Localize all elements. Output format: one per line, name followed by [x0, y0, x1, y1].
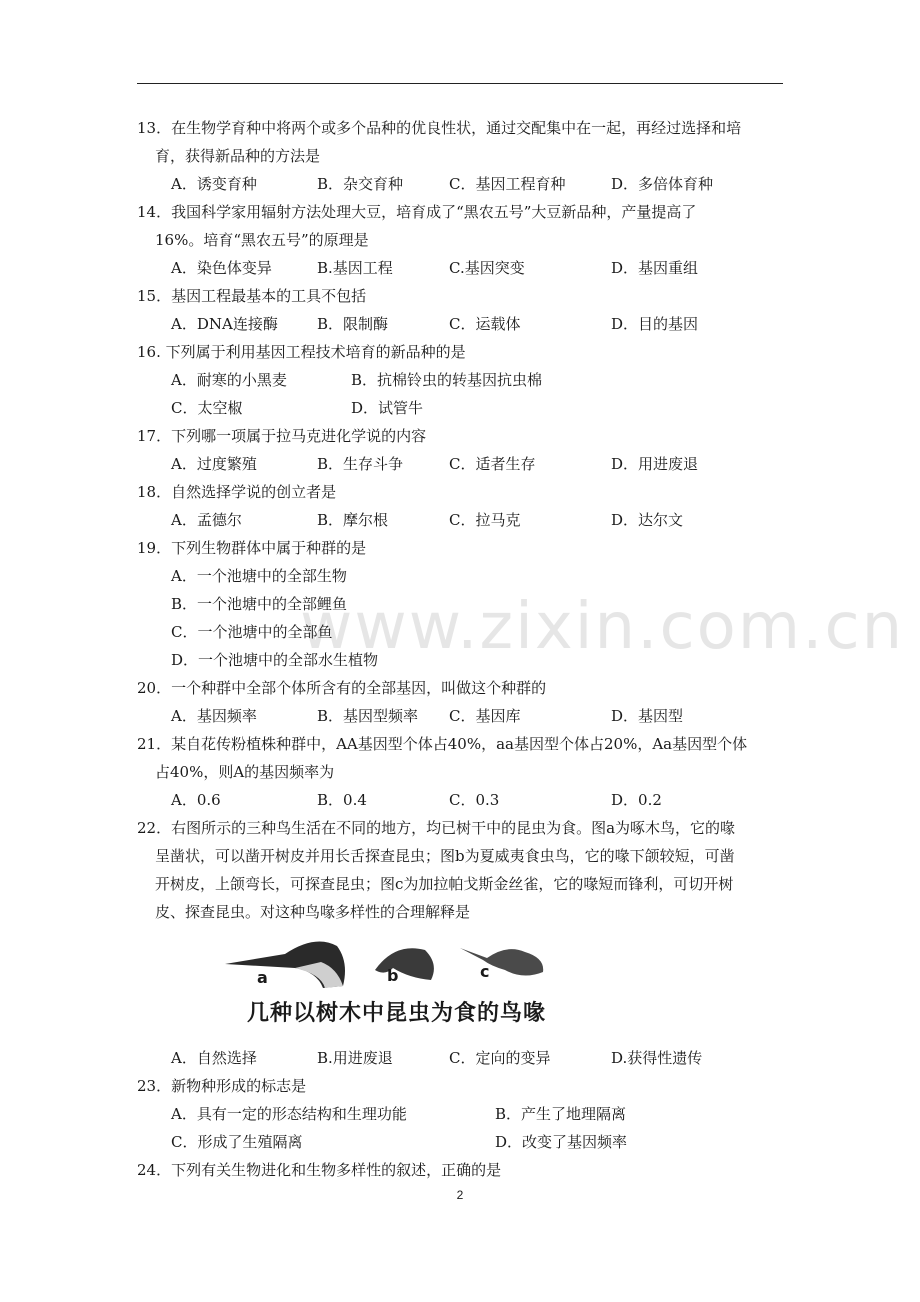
option-row: [137, 702, 797, 730]
option: C．太空椒: [171, 399, 243, 417]
option: D．基因型: [611, 707, 684, 725]
option: B．产生了地理隔离: [495, 1105, 627, 1123]
option: C．0.3: [449, 791, 500, 809]
option: A．诱变育种: [171, 175, 257, 193]
option: B．限制酶: [317, 315, 389, 333]
option-row: [137, 254, 797, 282]
option: D．基因重组: [611, 259, 699, 277]
question-text: 22．右图所示的三种鸟生活在不同的地方，均已树干中的昆虫为食。图a为啄木鸟，它的喙: [137, 819, 736, 837]
question-text: 呈凿状，可以凿开树皮并用长舌探查昆虫；图b为夏威夷食虫鸟，它的喙下颌较短，可凿: [155, 847, 735, 865]
question-list: [137, 114, 797, 1184]
question: [137, 422, 797, 478]
option-row: [137, 506, 797, 534]
option: C．基因工程育种: [449, 175, 566, 193]
header-rule: [137, 83, 783, 84]
question-text: 17．下列哪一项属于拉马克进化学说的内容: [137, 427, 427, 445]
option: C．基因库: [449, 707, 521, 725]
question-text: 23．新物种形成的标志是: [137, 1077, 307, 1095]
question-text: 21．某自花传粉植株种群中，AA基因型个体占40%，aa基因型个体占20%，Aa基因型个体: [137, 735, 748, 753]
question: [137, 114, 797, 198]
option-row: [137, 170, 797, 198]
option: C．形成了生殖隔离: [171, 1133, 303, 1151]
question: [137, 730, 797, 814]
question-text: 15．基因工程最基本的工具不包括: [137, 287, 367, 305]
question-text: 13．在生物学育种中将两个或多个品种的优良性状，通过交配集中在一起，再经过选择和培: [137, 119, 742, 137]
option: D．多倍体育种: [611, 175, 714, 193]
option-row: [137, 394, 797, 422]
option: B．0.4: [317, 791, 367, 809]
question-text: 18．自然选择学说的创立者是: [137, 483, 337, 501]
option: C．定向的变异: [449, 1049, 551, 1067]
bird-beaks-illustration: [225, 928, 645, 1000]
option-row: [137, 450, 797, 478]
watermark: www.zixin.com.cn: [300, 590, 905, 664]
option: B.用进废退: [317, 1049, 393, 1067]
option: A．具有一定的形态结构和生理功能: [171, 1105, 407, 1123]
option: C.基因突变: [449, 259, 525, 277]
question-text: 19．下列生物群体中属于种群的是: [137, 539, 367, 557]
question: [137, 198, 797, 282]
option-row: [137, 786, 797, 814]
option: A．DNA连接酶: [171, 315, 278, 333]
question: [137, 1156, 797, 1184]
question-text: 占40%，则A的基因频率为: [155, 763, 335, 781]
option-row: [137, 1044, 797, 1072]
option: A．染色体变异: [171, 259, 272, 277]
beak-label: b: [387, 966, 399, 985]
option: A．0.6: [171, 791, 221, 809]
option: A．基因频率: [171, 707, 257, 725]
question-text: 20．一个种群中全部个体所含有的全部基因，叫做这个种群的: [137, 679, 547, 697]
option: D．改变了基因频率: [495, 1133, 628, 1151]
option: C．拉马克: [449, 511, 521, 529]
question: [137, 282, 797, 338]
option: A．自然选择: [171, 1049, 257, 1067]
option: A．耐寒的小黑麦: [171, 371, 287, 389]
option: C．运载体: [449, 315, 521, 333]
option: A．孟德尔: [171, 511, 242, 529]
option: D．试管牛: [351, 399, 424, 417]
question-text: 24．下列有关生物进化和生物多样性的叙述，正确的是: [137, 1161, 502, 1179]
option: A．过度繁殖: [171, 455, 257, 473]
option: D．用进废退: [611, 455, 699, 473]
question: [137, 1072, 797, 1156]
question-text: 14．我国科学家用辐射方法处理大豆，培育成了“黑农五号”大豆新品种，产量提高了: [137, 203, 697, 221]
beak-label: c: [480, 962, 490, 981]
question-text: 16. 下列属于利用基因工程技术培育的新品种的是: [137, 343, 466, 361]
page-number: 2: [456, 1188, 464, 1202]
option-row: [137, 310, 797, 338]
option: D．达尔文: [611, 511, 684, 529]
option: B．杂交育种: [317, 175, 404, 193]
option: B．基因型频率: [317, 707, 419, 725]
option-row: [137, 366, 797, 394]
option: B.基因工程: [317, 259, 393, 277]
question: [137, 674, 797, 730]
option: C．一个池塘中的全部鱼: [171, 623, 333, 641]
option: B．一个池塘中的全部鲤鱼: [171, 595, 348, 613]
question-text: 16%。培育“黑农五号”的原理是: [155, 231, 369, 249]
question-text: 育，获得新品种的方法是: [155, 147, 321, 165]
bird-beak-figure: [137, 926, 797, 1044]
beak-label: a: [257, 968, 268, 987]
question-text: 皮、探查昆虫。对这种鸟喙多样性的合理解释是: [155, 903, 471, 921]
option-row: [137, 1128, 797, 1156]
option-row: [137, 1100, 797, 1128]
question: [137, 534, 797, 674]
option: B．抗棉铃虫的转基因抗虫棉: [351, 371, 543, 389]
option: D．目的基因: [611, 315, 699, 333]
option: D．0.2: [611, 791, 662, 809]
option: D.获得性遗传: [611, 1049, 703, 1067]
option: D．一个池塘中的全部水生植物: [171, 651, 379, 669]
option: B．摩尔根: [317, 511, 389, 529]
question: [137, 338, 797, 422]
option: C．适者生存: [449, 455, 536, 473]
question-text: 开树皮，上颌弯长，可探查昆虫；图c为加拉帕戈斯金丝雀，它的喙短而锋利，可切开树: [155, 875, 734, 893]
option: A．一个池塘中的全部生物: [171, 567, 347, 585]
question: [137, 478, 797, 534]
option: B．生存斗争: [317, 455, 404, 473]
figure-caption: 几种以树木中昆虫为食的鸟喙: [247, 1001, 547, 1026]
question: [137, 814, 797, 1072]
